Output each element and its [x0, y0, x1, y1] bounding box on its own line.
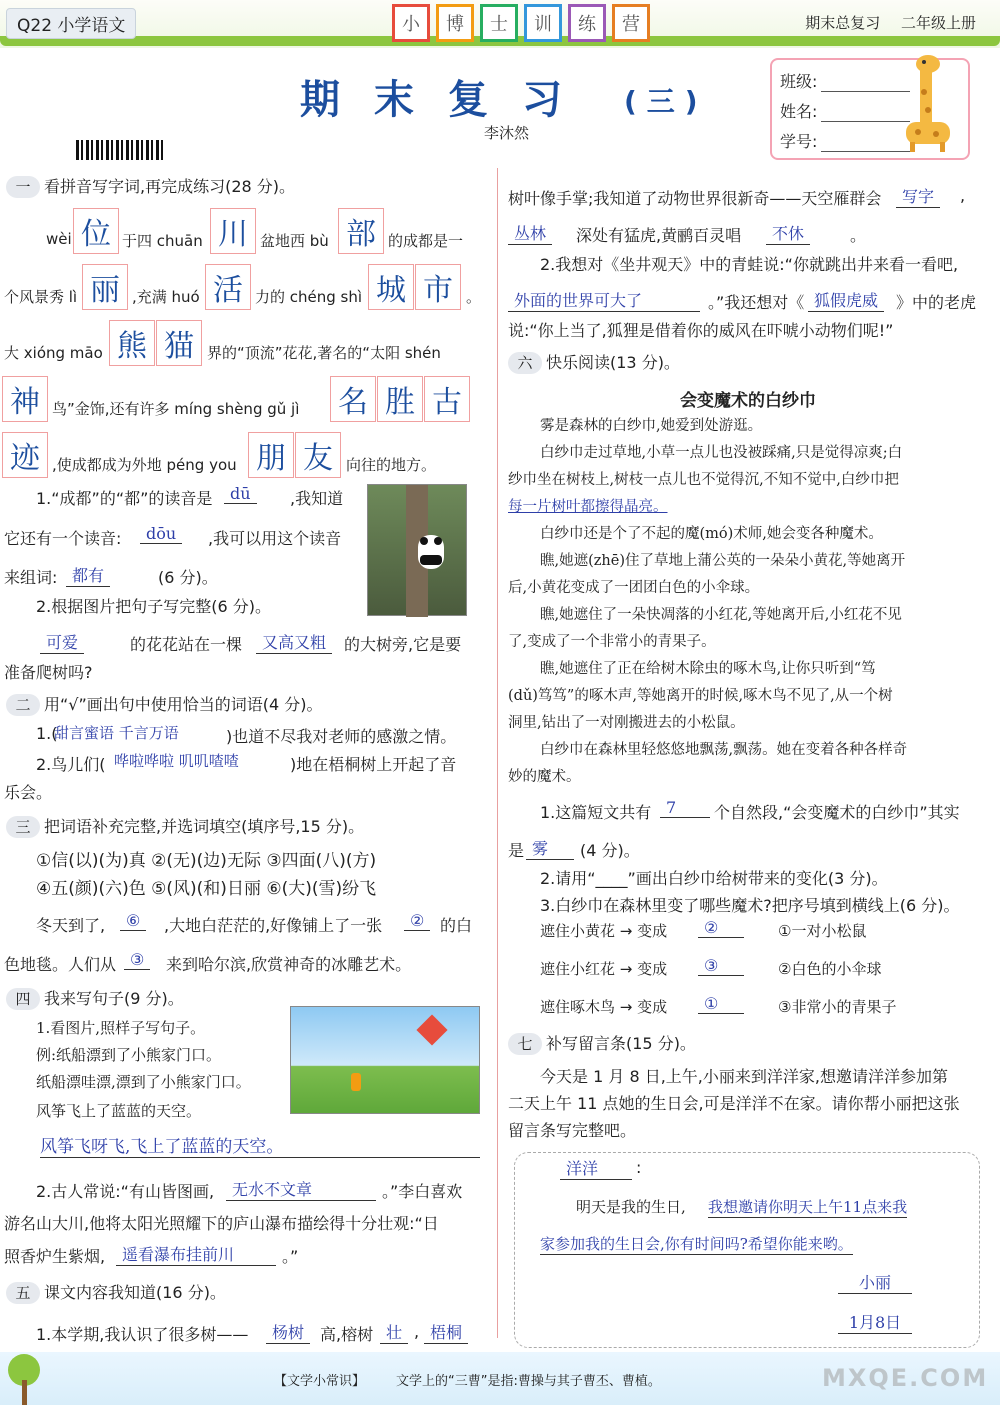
answer-blank[interactable]: 可爱 — [40, 630, 84, 654]
brand-tile: 营 — [612, 4, 650, 42]
page-subtitle: (三) — [624, 85, 708, 118]
question-text: 乐会。 — [4, 783, 53, 802]
section-4-heading: 四 我来写句子(9 分)。 — [6, 986, 184, 1010]
story-line: 瞧,她遮住了正在给树木除虫的啄木鸟,让你只听到“笃 — [540, 661, 876, 677]
question-text: )地在梧桐树上开起了音 — [290, 755, 457, 774]
note-answer[interactable]: 我想邀请你明天上午11点来我 — [708, 1198, 908, 1216]
answer-blank[interactable]: 梧桐 — [424, 1320, 468, 1344]
question-text: 》中的老虎 — [896, 293, 977, 312]
answer-box[interactable]: 古 — [424, 376, 470, 422]
pinyin: 界的“顶流”花花,著名的“太阳 shén — [207, 344, 441, 362]
question-text: (4 分)。 — [580, 841, 640, 860]
watermark: MXQE.COM — [822, 1364, 989, 1392]
column-divider — [497, 168, 498, 1338]
story-line: 每一片树叶都擦得晶亮。 — [508, 499, 668, 515]
footer-bar — [0, 1352, 1000, 1405]
answer-box[interactable]: 名 — [330, 376, 376, 422]
question-text: 它还有一个读音: — [4, 529, 122, 548]
match-left: 遮住小黄花 → 变成 — [540, 922, 668, 940]
section-1-heading: 一 看拼音写字词,再完成练习(28 分)。 — [6, 174, 295, 198]
story-line: (dǔ)笃笃”的啄木声,等她离开的时候,啄木鸟不见了,从一个树 — [508, 688, 893, 704]
story-line: 洞里,钻出了一对刚搬进去的小松鼠。 — [508, 715, 745, 731]
answer-blank[interactable]: ③ — [124, 950, 150, 970]
question-text: 1.看图片,照样子写句子。 — [36, 1019, 206, 1037]
question-text: 纸船漂哇漂,漂到了小熊家门口。 — [36, 1073, 251, 1091]
question-text: 。”李白喜欢 — [382, 1182, 463, 1201]
answer-box[interactable]: 胜 — [377, 376, 423, 422]
question-text: 二天上午 11 点她的生日会,可是洋洋不在家。请你帮小丽把这张 — [508, 1094, 960, 1113]
answer-box[interactable]: 神 — [2, 376, 48, 422]
header-bar — [0, 0, 1000, 48]
story-line: 瞧,她遮(zhē)住了草地上蒲公英的一朵朵小黄花,等她离开 — [540, 553, 906, 569]
match-left: 遮住小红花 → 变成 — [540, 960, 668, 978]
question-text: ,大地白茫茫的,好像铺上了一张 — [164, 916, 383, 935]
idiom-line: ④五(颜)(六)色 ⑤(风)(和)日丽 ⑥(大)(雪)纷飞 — [36, 879, 377, 899]
question-text: , — [960, 186, 966, 205]
question-text: 。” — [282, 1247, 299, 1266]
question-text: 2.根据图片把句子写完整(6 分)。 — [36, 597, 272, 616]
question-text: (6 分)。 — [158, 568, 218, 587]
answer-box[interactable]: 市 — [415, 264, 461, 310]
answer-box[interactable]: 川 — [210, 208, 256, 254]
question-text: , — [414, 1322, 420, 1341]
section-2-heading: 二 用“√”画出句中使用恰当的词语(4 分)。 — [6, 692, 323, 716]
brand-tile: 士 — [480, 4, 518, 42]
author: 李沐然 — [484, 124, 530, 142]
pinyin: 鸟”金饰,还有许多 míng shèng gǔ jì — [52, 400, 300, 418]
question-text: 的大树旁,它是要 — [344, 635, 462, 654]
match-option: ②白色的小伞球 — [778, 960, 882, 978]
section-7-heading: 七 补写留言条(15 分)。 — [508, 1031, 696, 1055]
question-text: 2.我想对《坐井观天》中的青蛙说:“你就跳出井来看一看吧, — [540, 255, 959, 274]
question-text: )也道不尽我对老师的感激之情。 — [226, 727, 457, 746]
pinyin: 力的 chéng shì — [255, 288, 363, 306]
giraffe-icon — [900, 52, 956, 152]
question-text: 1.本学期,我认识了很多树—— — [36, 1325, 249, 1344]
brand-tile: 训 — [524, 4, 562, 42]
answer-blank[interactable]: 无水不文章 — [226, 1177, 376, 1201]
story-line: 白纱巾在森林里轻悠悠地飘荡,飘荡。她在变着各种各样奇 — [540, 742, 908, 758]
tree-icon — [2, 1352, 52, 1405]
story-line: 纱巾坐在树枝上,树枝一点儿也不觉得沉,不知不觉中,白纱巾把 — [508, 472, 899, 488]
question-text: ,我知道 — [290, 489, 344, 508]
question-text: 色地毯。人们从 — [4, 955, 117, 974]
story-line: 白纱巾走过草地,小草一点儿也没被踩痛,只是觉得凉爽;白 — [540, 445, 903, 461]
question-text: 来组词: — [4, 568, 58, 587]
class-label: 班级: — [780, 72, 818, 91]
pinyin: ,充满 huó — [132, 288, 200, 306]
answer-blank[interactable]: 写字 — [896, 184, 940, 208]
pinyin: ,使成都成为外地 péng you — [52, 456, 237, 474]
question-text: 1.“成都”的“都”的读音是 — [36, 489, 213, 508]
answer-box[interactable]: 城 — [368, 264, 414, 310]
pinyin: 的成都是一 — [388, 232, 464, 250]
name-label: 姓名: — [780, 102, 818, 121]
answer-box[interactable]: 朋 — [248, 432, 294, 478]
pinyin: 于四 chuān — [122, 232, 203, 250]
answer-line[interactable]: 风筝飞呀飞,飞上了蓝蓝的天空。 — [40, 1132, 480, 1158]
answer-box[interactable]: 活 — [205, 264, 251, 310]
pinyin: 盆地西 bù — [260, 232, 329, 250]
recipient-blank[interactable]: 洋洋 — [560, 1156, 632, 1180]
story-title: 会变魔术的白纱巾 — [680, 391, 816, 411]
brand-tile: 博 — [436, 4, 474, 42]
section-5-heading: 五 课文内容我知道(16 分)。 — [6, 1280, 226, 1304]
handwritten-choice[interactable]: 哗啦哗啦 叽叽喳喳 — [114, 752, 239, 770]
story-body — [508, 414, 982, 792]
kite-image — [290, 1006, 480, 1114]
answer-blank[interactable]: 狐假虎威 — [808, 288, 884, 312]
answer-blank[interactable]: 杨树 — [266, 1320, 310, 1344]
question-text: ,我可以用这个读音 — [208, 529, 342, 548]
question-text: 是 — [508, 841, 525, 860]
name-field[interactable] — [821, 104, 910, 122]
question-text: 留言条写完整吧。 — [508, 1121, 637, 1140]
question-text: 照香炉生紫烟, — [4, 1247, 106, 1266]
question-text: 的花花站在一棵 — [130, 635, 243, 654]
idiom-line: ①信(以)(为)真 ②(无)(边)无际 ③四面(八)(方) — [36, 851, 377, 871]
answer-blank[interactable]: 丛林 — [508, 221, 552, 245]
pinyin: 大 xióng māo — [4, 344, 103, 362]
match-option: ①一对小松鼠 — [778, 922, 867, 940]
footer-text: 文学上的“三曹”是指:曹操与其子曹丕、曹植。 — [396, 1374, 661, 1389]
question-text: 游名山大川,他将太阳光照耀下的庐山瀑布描绘得十分壮观:“日 — [4, 1214, 439, 1233]
answer-blank[interactable]: 又高又粗 — [256, 630, 332, 654]
question-text: 2.请用“____”画出白纱巾给树带来的变化(3 分)。 — [540, 869, 888, 888]
number-label: 学号: — [780, 132, 818, 151]
answer-blank[interactable]: 都有 — [66, 563, 110, 587]
answer-blank[interactable]: ① — [698, 994, 744, 1014]
question-text: 个自然段,“会变魔术的白纱巾”其实 — [714, 803, 960, 822]
question-text: 2.鸟儿们( — [36, 755, 106, 774]
match-option: ③非常小的青果子 — [778, 998, 897, 1016]
answer-box[interactable]: 猫 — [156, 320, 202, 366]
answer-blank[interactable]: dū — [224, 484, 257, 504]
brand-tile: 练 — [568, 4, 606, 42]
answer-box[interactable]: 位 — [73, 208, 119, 254]
question-text: 来到哈尔滨,欣赏神奇的冰雕艺术。 — [166, 955, 412, 974]
answer-blank[interactable]: 不休 — [766, 221, 810, 245]
pinyin: wèi — [46, 230, 72, 248]
number-field[interactable] — [821, 134, 910, 152]
story-line: 瞧,她遮住了一朵快凋落的小红花,等她离开后,小红花不见 — [540, 607, 902, 623]
qr-code-icon — [76, 140, 166, 160]
question-text: 说:“你上当了,狐狸是借着你的威风在吓唬小动物们呢!” — [508, 321, 894, 340]
panda-tree-image — [367, 484, 467, 616]
question-text: 例:纸船漂到了小熊家门口。 — [36, 1046, 222, 1064]
question-text: 。”我还想对《 — [708, 293, 805, 312]
question-text: 深处有猛虎,黄鹂百灵唱 — [576, 226, 742, 245]
section-6-heading: 六 快乐阅读(13 分)。 — [508, 350, 680, 374]
answer-blank[interactable]: 雾 — [526, 836, 574, 860]
class-field[interactable] — [821, 74, 910, 92]
answer-blank[interactable]: ③ — [698, 956, 744, 976]
story-line: 雾是森林的白纱巾,她爱到处游逛。 — [540, 418, 763, 434]
story-line: 白纱巾还是个了不起的魔(mó)术师,她会变各种魔术。 — [540, 526, 883, 542]
answer-box[interactable]: 熊 — [109, 320, 155, 366]
answer-box[interactable]: 丽 — [82, 264, 128, 310]
colon: : — [636, 1158, 642, 1177]
question-text: 2.古人常说:“有山皆图画, — [36, 1182, 215, 1201]
question-text: 冬天到了, — [36, 916, 106, 935]
answer-blank[interactable]: ② — [404, 911, 430, 931]
question-text: 1.( — [36, 724, 58, 743]
section-3-heading: 三 把词语补充完整,并选词填空(填序号,15 分)。 — [6, 814, 364, 838]
note-text: 明天是我的生日, — [576, 1198, 686, 1216]
question-text: 。 — [850, 226, 867, 245]
pinyin: 个风景秀 lì — [4, 288, 78, 306]
brand-tile: 小 — [392, 4, 430, 42]
question-text: 树叶像手掌;我知道了动物世界很新奇——天空雁群会 — [508, 189, 882, 208]
question-text: 今天是 1 月 8 日,上午,小丽来到洋洋家,想邀请洋洋参加第 — [540, 1067, 948, 1086]
answer-blank[interactable]: ② — [698, 918, 744, 938]
answer-blank[interactable]: 7 — [660, 798, 710, 818]
handwritten-choice[interactable]: 甜言蜜语 千言万语 — [54, 724, 179, 742]
footer-label: 【文学小常识】 — [274, 1374, 366, 1389]
question-text: 1.这篇短文共有 — [540, 803, 652, 822]
match-left: 遮住啄木鸟 → 变成 — [540, 998, 668, 1016]
note-answer[interactable]: 家参加我的生日会,你有时间吗?希望你能来哟。 — [540, 1235, 853, 1253]
brand-tiles — [392, 4, 650, 42]
story-line: 妙的魔术。 — [508, 769, 581, 785]
answer-box[interactable]: 迹 — [2, 432, 48, 478]
answer-blank[interactable]: dōu — [140, 524, 182, 544]
answer-box[interactable]: 友 — [295, 432, 341, 478]
page-title: 期末复习 — [300, 77, 596, 123]
signature-blank[interactable]: 小丽 — [838, 1270, 912, 1294]
question-text: 高,榕树 — [320, 1325, 374, 1344]
pinyin: 向往的地方。 — [346, 456, 437, 474]
answer-blank[interactable]: ⑥ — [120, 911, 146, 931]
question-text: 3.白纱巾在森林里变了哪些魔术?把序号填到横线上(6 分)。 — [540, 896, 960, 915]
answer-blank[interactable]: 遥看瀑布挂前川 — [116, 1242, 276, 1266]
pinyin: 。 — [466, 288, 482, 306]
question-text: 风筝飞上了蓝蓝的天空。 — [36, 1102, 202, 1120]
answer-blank[interactable]: 外面的世界可大了 — [508, 288, 700, 312]
question-text: 准备爬树吗? — [4, 663, 93, 682]
page-tag: Q22 小学语文 — [6, 8, 136, 39]
answer-box[interactable]: 部 — [338, 208, 384, 254]
question-text: 的白 — [440, 916, 473, 935]
header-right: 期末总复习 二年级上册 — [805, 14, 976, 32]
answer-blank[interactable]: 壮 — [380, 1320, 408, 1344]
story-line: 了,变成了一个非常小的青果子。 — [508, 634, 716, 650]
story-line: 后,小黄花变成了一团团白色的小伞球。 — [508, 580, 760, 596]
date-blank[interactable]: 1月8日 — [838, 1310, 912, 1334]
